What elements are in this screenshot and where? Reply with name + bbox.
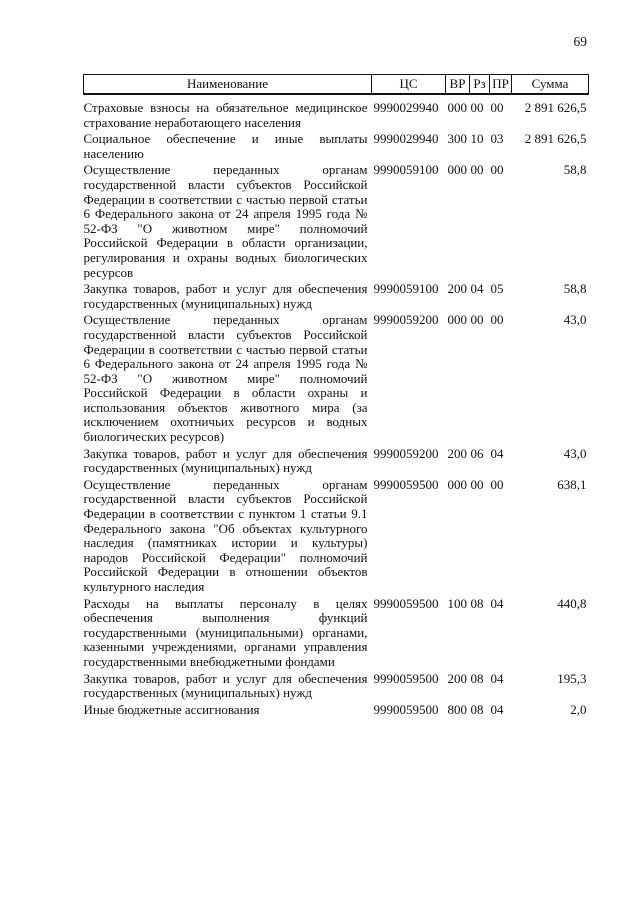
row-rz: 00 xyxy=(470,476,484,492)
row-name: Закупка товаров, работ и услуг для обеспечения государственных (муниципальных) нужд xyxy=(83,670,368,701)
row-name: Расходы на выплаты персоналу в целях обеспечения выполнения функций государственными (муниципальными) органами, казенными учреждениями, органами управления государственными внебюджетными фондами xyxy=(83,595,368,669)
row-cs: 9990059100 xyxy=(373,162,439,178)
row-sum: 2 891 626,5 xyxy=(524,131,587,147)
row-cs: 9990029940 xyxy=(373,131,439,147)
row-vr: 800 xyxy=(447,701,467,717)
row-sum: 43,0 xyxy=(563,312,587,328)
row-cs: 9990059500 xyxy=(373,595,439,611)
row-pr: 00 xyxy=(490,162,504,178)
row-sum: 440,8 xyxy=(557,595,587,611)
row-vr: 000 xyxy=(447,100,467,115)
row-name: Осуществление переданных органам государственной власти субъектов Российской Федерации в соответствии с пунктом 1 статьи 9.1 Федерального закона "Об объектах культурного наследия (памятниках истории и культуры) народов Российской Федерации" полномочий Российской Федерации в отношении объектов культурного наследия xyxy=(83,476,368,594)
row-rz: 08 xyxy=(470,701,484,717)
row-rz: 00 xyxy=(470,162,484,178)
row-vr: 200 xyxy=(447,670,467,686)
row-pr: 00 xyxy=(490,476,504,492)
row-name: Осуществление переданных органам государственной власти субъектов Российской Федерации в соответствии с частью первой статьи 6 Федерального закона от 24 апреля 1995 года № 52-ФЗ "О животном мире" полномочий Российской Федерации в области охраны и использования объектов животного мира (за исключением охотничьих ресурсов и водных биологических ресурсов) xyxy=(83,312,368,445)
row-pr: 04 xyxy=(490,670,504,686)
row-cs: 9990059200 xyxy=(373,312,439,328)
page-number: 69 xyxy=(573,34,587,49)
row-vr: 000 xyxy=(447,476,467,492)
row-rz: 10 xyxy=(470,131,484,147)
row-sum: 43,0 xyxy=(563,445,587,461)
row-vr: 300 xyxy=(447,131,467,147)
table-row xyxy=(84,703,589,720)
header-pr: ПР xyxy=(490,75,512,95)
row-cs: 9990059500 xyxy=(373,701,439,717)
row-sum: 638,1 xyxy=(557,476,587,492)
row-rz: 04 xyxy=(470,281,484,297)
row-sum: 58,8 xyxy=(563,162,587,178)
table-row xyxy=(84,313,589,446)
table-row xyxy=(84,447,589,478)
row-sum: 195,3 xyxy=(557,670,587,686)
row-pr: 05 xyxy=(490,281,504,297)
row-vr: 200 xyxy=(447,445,467,461)
row-name: Осуществление переданных органам государственной власти субъектов Российской Федерации в соответствии с частью первой статьи 6 Федерального закона от 24 апреля 1995 года № 52-ФЗ "О животном мире" полномочий Российской Федерации в области организации, регулирования и охраны водных биологических ресурсов xyxy=(83,162,368,280)
table-header xyxy=(84,75,589,95)
table-row xyxy=(84,132,589,163)
row-cs: 9990029940 xyxy=(373,100,439,115)
row-vr: 100 xyxy=(447,595,467,611)
row-name: Социальное обеспечение и иные выплаты населению xyxy=(83,131,368,161)
header-name: Наименование xyxy=(84,75,372,95)
row-cs: 9990059500 xyxy=(373,476,439,492)
row-pr: 04 xyxy=(490,595,504,611)
table-row xyxy=(84,597,589,672)
row-vr: 000 xyxy=(447,162,467,178)
row-vr: 000 xyxy=(447,312,467,328)
row-pr: 04 xyxy=(490,445,504,461)
row-cs: 9990059200 xyxy=(373,445,439,461)
row-name: Иные бюджетные ассигнования xyxy=(83,701,260,717)
header-sum: Сумма xyxy=(512,75,589,95)
header-rz: Рз xyxy=(470,75,490,95)
row-vr: 200 xyxy=(447,281,467,297)
budget-table xyxy=(83,74,589,719)
row-sum: 2,0 xyxy=(570,701,587,717)
row-pr: 03 xyxy=(490,131,504,147)
table-row xyxy=(84,94,589,132)
row-rz: 08 xyxy=(470,595,484,611)
row-pr: 00 xyxy=(490,100,504,115)
budget-table-container xyxy=(83,74,588,719)
header-vr: ВР xyxy=(446,75,470,95)
row-sum: 2 891 626,5 xyxy=(524,100,587,115)
row-rz: 06 xyxy=(470,445,484,461)
row-rz: 08 xyxy=(470,670,484,686)
table-row xyxy=(84,163,589,282)
row-rz: 00 xyxy=(470,312,484,328)
row-cs: 9990059500 xyxy=(373,670,439,686)
row-pr: 00 xyxy=(490,312,504,328)
table-row xyxy=(84,478,589,597)
row-name: Страховые взносы на обязательное медицинское страхование неработающего населения xyxy=(83,100,368,130)
row-cs: 9990059100 xyxy=(373,281,439,297)
row-rz: 00 xyxy=(470,100,484,115)
row-pr: 04 xyxy=(490,701,504,717)
header-cs: ЦС xyxy=(372,75,446,95)
table-row xyxy=(84,282,589,313)
row-name: Закупка товаров, работ и услуг для обеспечения государственных (муниципальных) нужд xyxy=(83,445,368,476)
row-sum: 58,8 xyxy=(563,281,587,297)
table-body xyxy=(84,94,589,719)
row-name: Закупка товаров, работ и услуг для обеспечения государственных (муниципальных) нужд xyxy=(83,281,368,311)
table-row xyxy=(84,672,589,703)
